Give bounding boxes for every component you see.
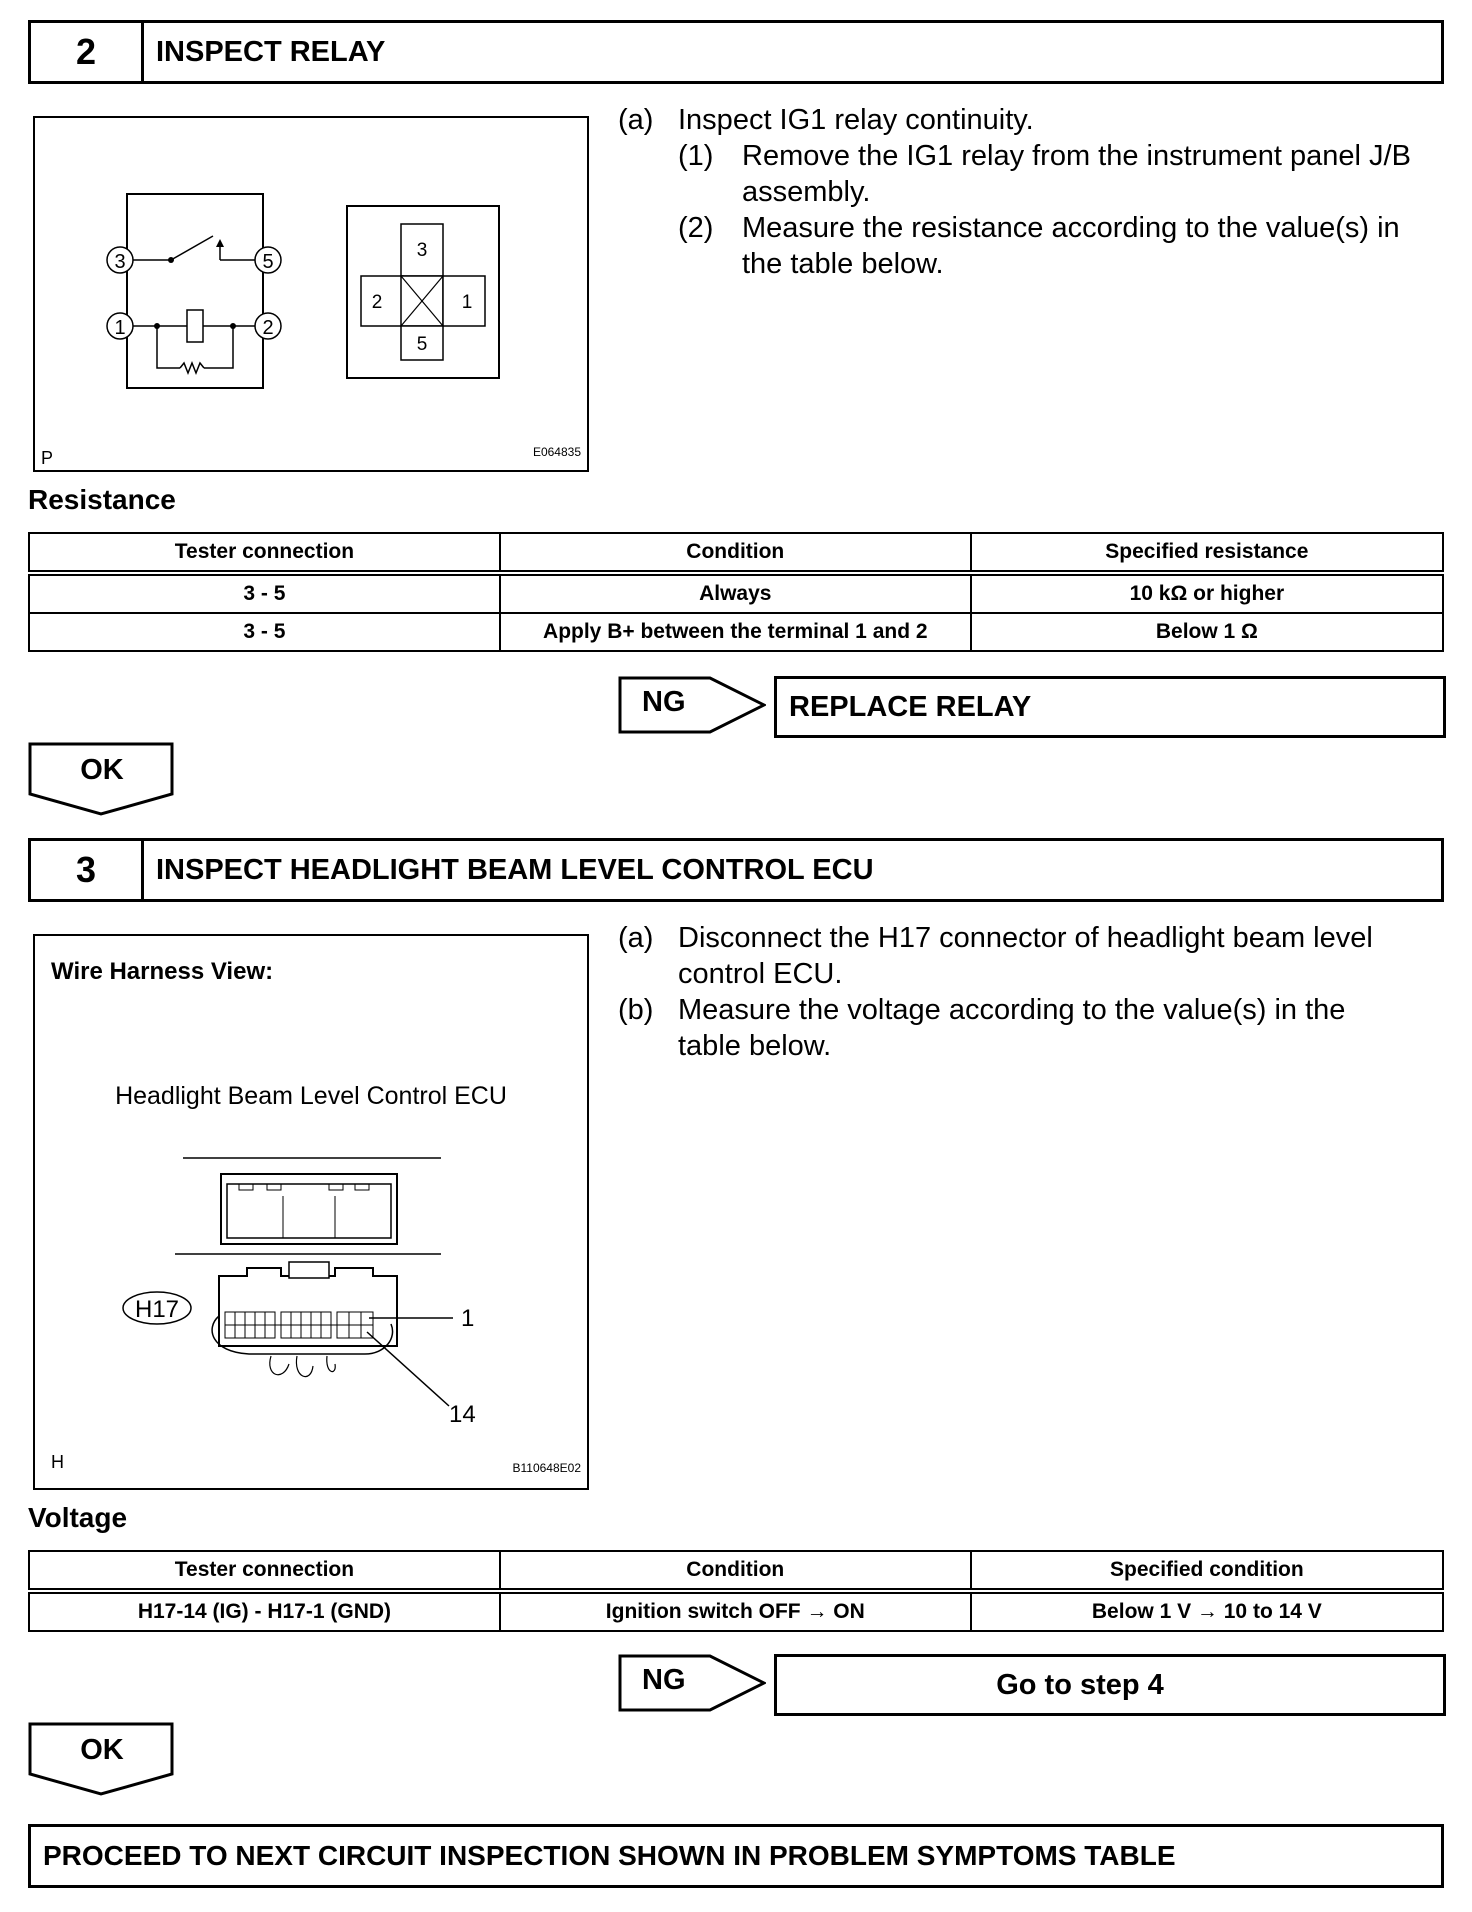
ok-label: OK xyxy=(80,1734,124,1766)
ng-label: NG xyxy=(642,1664,686,1696)
resistance-heading: Resistance xyxy=(28,484,176,515)
table-cell: Below 1 Ω xyxy=(971,613,1443,651)
pin-label: 2 xyxy=(371,292,383,313)
instruction-text: Measure the voltage according to the value(s) in the xyxy=(678,994,1346,1026)
connector-diagram xyxy=(35,936,587,1488)
instruction-label: (1) xyxy=(678,140,714,172)
table-cell: Always xyxy=(500,573,971,613)
figure-corner-label: H xyxy=(51,1452,64,1472)
table-header: Condition xyxy=(500,1551,971,1591)
instruction-text: assembly. xyxy=(742,176,871,208)
ng-result-text: REPLACE RELAY xyxy=(789,690,1032,723)
ng-result-text[interactable]: Go to step 4 xyxy=(996,1668,1164,1701)
final-instruction-text: PROCEED TO NEXT CIRCUIT INSPECTION SHOWN IN PROBLEM SYMPTOMS TABLE xyxy=(43,1840,1176,1871)
figure-code: E064835 xyxy=(532,445,581,459)
step-number: 2 xyxy=(31,23,144,81)
voltage-heading: Voltage xyxy=(28,1502,128,1533)
table-row xyxy=(29,573,1443,613)
instruction-label: (b) xyxy=(618,994,654,1026)
final-instruction-box xyxy=(28,1824,1444,1888)
switch-contact xyxy=(171,236,213,260)
step-number: 3 xyxy=(31,841,144,899)
instruction-text: Disconnect the H17 connector of headlight beam level xyxy=(678,922,1373,954)
step-title: INSPECT RELAY xyxy=(156,35,386,68)
terminal-label: 1 xyxy=(114,317,126,339)
ng-result-box[interactable] xyxy=(774,1654,1446,1716)
figure-code: B110648E02 xyxy=(512,1461,581,1475)
resistance-table xyxy=(28,532,1444,652)
pin-label: 3 xyxy=(416,240,428,261)
table-cell: Ignition switch OFF → ON xyxy=(500,1591,971,1631)
step-3-instructions xyxy=(618,920,1448,1064)
resistor xyxy=(180,363,204,373)
step-title: INSPECT HEADLIGHT BEAM LEVEL CONTROL ECU xyxy=(156,853,874,886)
ng-result-box xyxy=(774,676,1446,738)
table-header: Specified resistance xyxy=(971,533,1443,573)
ecu-figure xyxy=(33,934,589,1490)
ecu-label: Headlight Beam Level Control ECU xyxy=(115,1082,507,1110)
table-row xyxy=(29,1591,1443,1631)
pin-callout: 1 xyxy=(461,1305,475,1332)
step-2-header xyxy=(28,20,1444,84)
step-3-header xyxy=(28,838,1444,902)
table-cell: 10 kΩ or higher xyxy=(971,573,1443,613)
view-label: Wire Harness View: xyxy=(51,958,274,985)
table-cell: Apply B+ between the terminal 1 and 2 xyxy=(500,613,971,651)
pin-label: 5 xyxy=(416,334,428,355)
terminal-label: 5 xyxy=(262,251,274,273)
connector-code: H17 xyxy=(134,1296,180,1323)
table-cell: H17-14 (IG) - H17-1 (GND) xyxy=(29,1591,500,1631)
relay-coil xyxy=(187,310,203,342)
instruction-label: (a) xyxy=(618,922,654,954)
ng-branch-arrow[interactable] xyxy=(618,676,766,734)
relay-figure xyxy=(33,116,589,472)
instruction-text: the table below. xyxy=(742,248,944,280)
table-cell: 3 - 5 xyxy=(29,613,500,651)
step-2-instructions xyxy=(618,102,1448,282)
ok-branch-arrow[interactable] xyxy=(28,742,176,816)
instruction-text: table below. xyxy=(678,1030,832,1062)
figure-corner-label: P xyxy=(41,448,54,468)
instruction-text: control ECU. xyxy=(678,958,843,990)
table-header: Specified condition xyxy=(971,1551,1443,1591)
terminal-label: 3 xyxy=(114,251,126,273)
voltage-table xyxy=(28,1550,1444,1632)
pin-label: 1 xyxy=(461,292,473,313)
ok-label: OK xyxy=(80,754,124,786)
table-header: Condition xyxy=(500,533,971,573)
relay-diagram xyxy=(35,118,587,470)
table-header: Tester connection xyxy=(29,1551,500,1591)
ng-branch-arrow[interactable] xyxy=(618,1654,766,1712)
table-cell: 3 - 5 xyxy=(29,573,500,613)
table-header: Tester connection xyxy=(29,533,500,573)
ng-label: NG xyxy=(642,686,686,718)
instruction-text: Measure the resistance according to the value(s) in xyxy=(742,212,1400,244)
table-cell: Below 1 V → 10 to 14 V xyxy=(971,1591,1443,1631)
relay-schematic-box xyxy=(127,194,263,388)
instruction-label: (a) xyxy=(618,104,654,136)
ok-branch-arrow[interactable] xyxy=(28,1722,176,1796)
table-row xyxy=(29,613,1443,651)
pin-callout: 14 xyxy=(449,1401,476,1428)
terminal-label: 2 xyxy=(262,317,274,339)
instruction-text: Inspect IG1 relay continuity. xyxy=(678,104,1034,136)
instruction-text: Remove the IG1 relay from the instrument panel J/B xyxy=(742,140,1411,172)
instruction-label: (2) xyxy=(678,212,714,244)
